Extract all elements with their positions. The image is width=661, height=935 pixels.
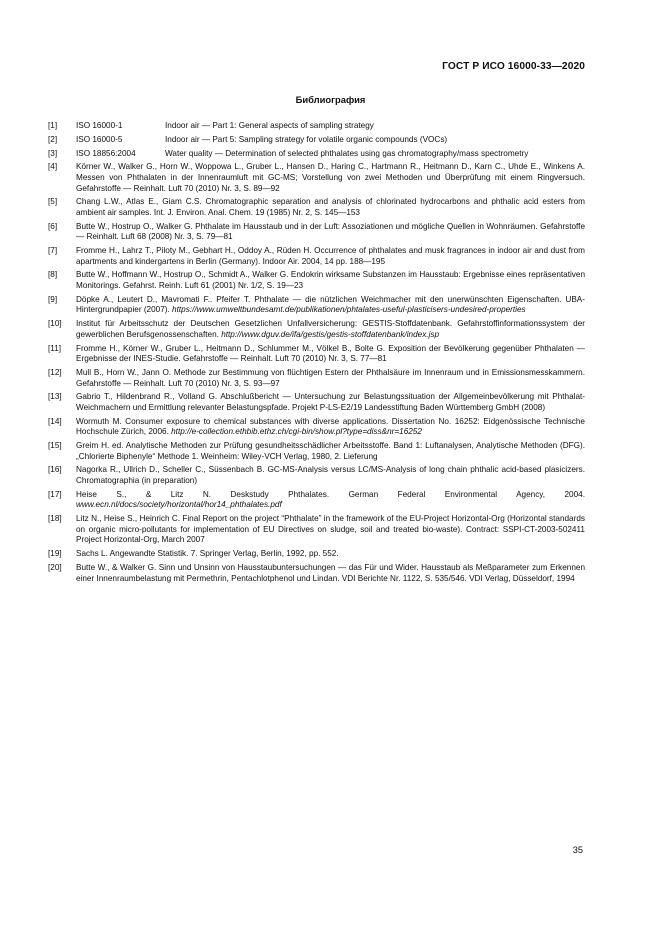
- reference-citation: Fromme H., Lahrz T., Piloty M., Gebhart H., Oddoy A., Rüden H. Occurrence of phthalates and musk fragrances in indoor air and dust from apartments and kindergartens in Berlin (Germany). Indoor Air. 2004, 14 pp. 188—195: [76, 246, 585, 266]
- reference-text: [76, 295, 585, 316]
- reference-url[interactable]: http://e-collection.ethbib.ethz.ch/cgi-bin/show.pl?type=diss&nr=16252: [171, 427, 422, 437]
- reference-item: [48, 417, 585, 438]
- reference-item: [48, 149, 585, 160]
- reference-code: ISO 18856:2004: [76, 148, 136, 158]
- reference-citation: Nagorka R., Ullrich D., Scheller C., Süssenbach B. GC-MS-Analysis versus LC/MS-Analysis of long chain phthalic acid-based plasicizers. Chromatographia (in preparation): [76, 465, 585, 486]
- reference-item: [48, 344, 585, 365]
- reference-item: [48, 246, 585, 267]
- reference-citation: Butte W., Hoffmann W., Hostrup O., Schmidt A., Walker G. Endokrin wirksame Substanzen im Hausstaub: Ergebnisse eines repräsentativen Monitorings. Gefahrst. Reinh. Luft 61 (2001) Nr. 1/2, S. 19—23: [76, 270, 585, 291]
- reference-item: [48, 197, 585, 218]
- reference-url[interactable]: https://www.umweltbundesamt.de/publikationen/phtalates-useful-plasticisers-undesired-properties: [172, 305, 526, 315]
- standard-header: ГОСТ Р ИСО 16000-33—2020: [442, 61, 585, 72]
- reference-number: [4]: [48, 162, 58, 172]
- reference-number: [9]: [48, 294, 58, 304]
- reference-item: [48, 392, 585, 413]
- reference-citation: Körner W., Walker G., Horn W., Woppowa L., Gruber L., Hansen D., Haring C., Hartmann R., Heitmann D., Karn C., Uhde E., Winkens A. Messen von Phthalaten in der Innenraumluft mit GC-MS; Vorstellung von zwei Methoden und Überprüfung mit einem Ringversuch. Gefahrstoffe — Reinhalt. Luft 70 (2010) Nr. 3, S. 89—92: [76, 162, 585, 193]
- reference-number: [8]: [48, 270, 58, 280]
- reference-citation: Sachs L. Angewandte Statistik. 7. Springer Verlag, Berlin, 1992, pp. 552.: [76, 549, 339, 559]
- reference-item: [48, 563, 585, 584]
- reference-citation: Chang L.W., Atlas E., Giam C.S. Chromatographic separation and analysis of chlorinated hydrocarbons and phthalic acid esters from ambient air samples. Int. J. Environ. Anal. Chem. 19 (1985) Nr. 2, S. 145—153: [76, 197, 585, 217]
- reference-citation: Butte W., & Walker G. Sinn und Unsinn von Hausstaubuntersuchungen — das Für und Wider. Hausstaub als Meßparameter zum Erkennen einer Innenraumbelastung mit Permethrin, Pentachlotphenol und Lindan. VDI Berichte Nr. 1122, S. 535/546. VDI Verlag, Düsseldorf, 1994: [76, 562, 585, 583]
- reference-item: [48, 465, 585, 486]
- reference-list: [48, 121, 585, 587]
- reference-citation: Indoor air — Part 5: Sampling strategy for volatile organic compounds (VOCs): [165, 134, 448, 144]
- reference-url[interactable]: http://www.dguv.de/ifa/gestis/gestis-stoffdatenbank/index.jsp: [221, 329, 440, 339]
- reference-text: [76, 368, 585, 389]
- reference-number: [15]: [48, 441, 62, 451]
- reference-citation: Fromme H., Körner W., Gruber L., Heitmann D., Schlummer M., Völkel B., Bolte G. Exposition der Bevölkerung gegenüber Phthalaten — Ergebnisse der INES-Studie. Gefahrstoffe — Reinhalt. Luft 70 (2010) Nr. 3, S. 77—81: [76, 343, 585, 364]
- reference-item: [48, 121, 585, 132]
- reference-text: [76, 246, 585, 267]
- reference-number: [11]: [48, 343, 62, 353]
- reference-text: [76, 417, 585, 438]
- reference-citation: Döpke A., Leutert D., Mavromati F.. Pfeifer T. Phthalate — die nützlichen Weichmacher mit den unerwünschten Eigenschaften. UBA-Hintergrundpapier (2007).: [76, 294, 585, 315]
- reference-text: [76, 344, 585, 365]
- reference-number: [14]: [48, 416, 62, 426]
- reference-number: [19]: [48, 549, 62, 559]
- reference-code: ISO 16000-1: [76, 121, 123, 130]
- reference-citation: Indoor air — Part 1: General aspects of sampling strategy: [165, 121, 374, 130]
- reference-number: [18]: [48, 514, 62, 524]
- reference-number: [20]: [48, 562, 62, 572]
- reference-number: [1]: [48, 121, 58, 130]
- reference-text: [76, 135, 585, 146]
- reference-item: [48, 490, 585, 511]
- bibliography-title: Библиография: [295, 94, 366, 105]
- reference-number: [10]: [48, 319, 62, 329]
- reference-number: [12]: [48, 367, 62, 377]
- reference-number: [13]: [48, 392, 62, 402]
- reference-text: [76, 465, 585, 486]
- reference-citation: Greim H. ed. Analytische Methoden zur Prüfung gesundheitsschädlicher Arbeitsstoffe. Band 1: Luftanalysen, Analytische Methoden (DFG). „Chlorierte Biphenyle“ Methode 1. Weinheim: Wiley-VCH Verlag, 1980, 2. Lieferung: [76, 441, 585, 461]
- reference-text: [76, 222, 585, 243]
- reference-text: [76, 162, 585, 194]
- reference-text: [76, 319, 585, 340]
- reference-item: [48, 514, 585, 546]
- reference-item: [48, 135, 585, 146]
- reference-text: [76, 490, 585, 511]
- reference-item: [48, 368, 585, 389]
- reference-item: [48, 295, 585, 316]
- reference-citation: Gabrio T., Hildenbrand R., Volland G. Abschlußbericht — Untersuchung zur Belastungssituation der Allgemeinbevölkerung mit Phthalat-Weichmachern und Ermittlung relevanter Belastungspfade. Projekt P-LS-E2/19 Landesstiftung Baden Württemberg GmbH (2008): [76, 392, 585, 412]
- reference-text: [76, 549, 585, 560]
- reference-item: [48, 270, 585, 291]
- reference-number: [17]: [48, 489, 62, 499]
- reference-citation: Wormuth M. Consumer exposure to chemical substances with diverse applications. Dissertation No. 16252: Eidgenössische Technische Hochschule Zürich, 2006.: [76, 416, 585, 437]
- page-number: 35: [572, 845, 583, 855]
- reference-text: [76, 270, 585, 291]
- reference-item: [48, 441, 585, 462]
- reference-text: [76, 441, 585, 462]
- reference-text: [76, 514, 585, 546]
- reference-text: [76, 392, 585, 413]
- reference-number: [7]: [48, 246, 58, 256]
- reference-citation: Water quality — Determination of selected phthalates using gas chromatography/mass spectrometry: [165, 148, 529, 158]
- reference-text: [76, 121, 585, 132]
- reference-code: ISO 16000-5: [76, 134, 123, 144]
- reference-citation: Mull B., Horn W., Jann O. Methode zur Bestimmung von flüchtigen Estern der Phthalsäure im Innenraum und in Emissionsmesskammern. Gefahrstoffe — Reinhalt. Luft 70 (2010) Nr. 3, S. 93—97: [76, 367, 585, 388]
- reference-item: [48, 549, 585, 560]
- reference-number: [2]: [48, 134, 58, 144]
- reference-number: [16]: [48, 465, 62, 475]
- reference-text: [76, 563, 585, 584]
- reference-text: [76, 149, 585, 160]
- reference-citation: Institut für Arbeitsschutz der Deutschen Gesetzlichen Unfallversicherung: GESTIS-Stoffdatenbank. Gefahrstoffinformationssystem der gewerblichen Berufsgenossenschaften.: [76, 319, 585, 339]
- reference-item: [48, 162, 585, 194]
- reference-text: [76, 197, 585, 218]
- reference-item: [48, 319, 585, 340]
- reference-citation: Litz N., Heise S., Heinrich C. Final Report on the project “Phthalate” in the framework of the EU-Project Horizontal-Org (Horizontal standards on organic micro-pollutants for implementation of EU Directives on sludge, soil and treated bio-waste). Contract: SSPI-CT-2003-502411 Project Horizontal-Org, March 2007: [76, 514, 585, 545]
- reference-number: [5]: [48, 197, 58, 207]
- reference-citation: Butte W., Hostrup O., Walker G. Phthalate im Hausstaub und in der Luft: Assoziationen und mögliche Quellen in Wohnräumen. Gefahrstoffe — Reinhalt. Luft 68 (2008) Nr. 3, S. 79—81: [76, 221, 585, 242]
- reference-number: [3]: [48, 148, 58, 158]
- reference-citation: Heise S., & Litz N. Deskstudy Phthalates. German Federal Environmental Agency, 2004.: [76, 489, 585, 499]
- reference-url[interactable]: www.ecn.nl/docs/society/horizontal/hor14_phthalates.pdf: [76, 500, 282, 510]
- reference-item: [48, 222, 585, 243]
- reference-number: [6]: [48, 221, 58, 231]
